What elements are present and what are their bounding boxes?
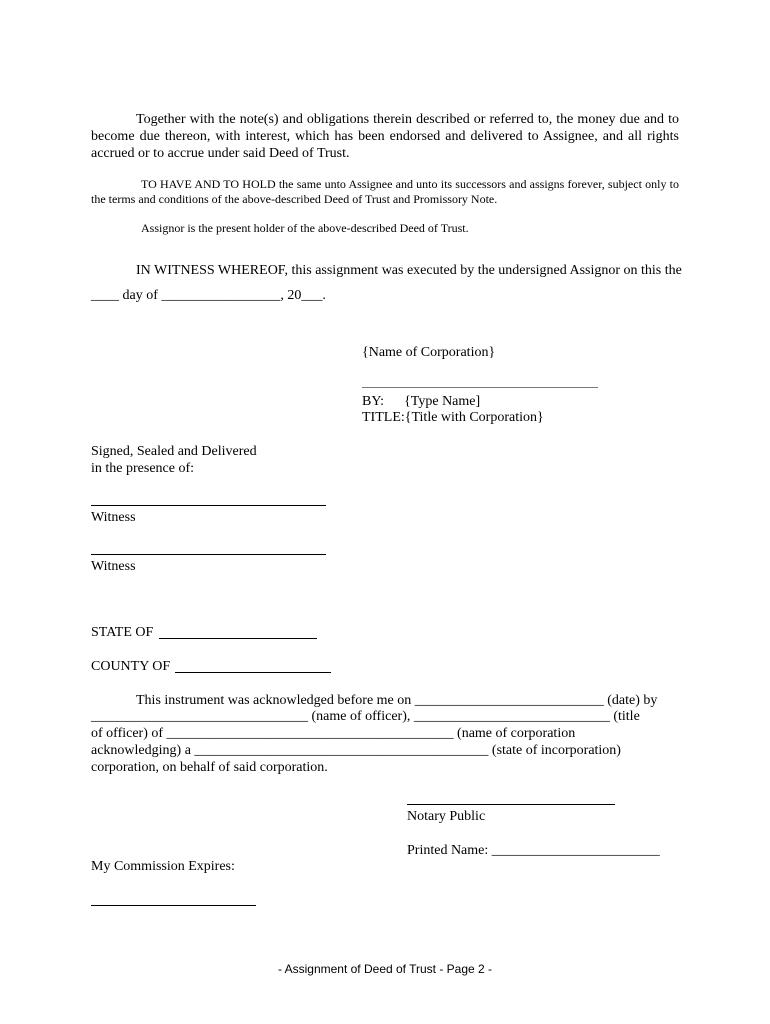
witness-1-label: Witness: [91, 510, 136, 525]
paragraph-to-have-and-to-hold: TO HAVE AND TO HOLD the same unto Assignee and unto its successors and assigns forever, subject only to the terms and conditions of the above-described Deed of Trust and Promissory Note.: [91, 177, 679, 206]
acknowledgment-line-5: corporation, on behalf of said corporation.: [91, 760, 328, 775]
county-of-label: COUNTY OF: [91, 659, 171, 674]
acknowledgment-line-3: of officer) of _________________________________________ (name of corporation: [91, 726, 576, 741]
witness-whereof-line-1: IN WITNESS WHEREOF, this assignment was executed by the undersigned Assignor on this the: [136, 263, 682, 278]
corporation-name: {Name of Corporation}: [362, 345, 496, 360]
title-label: TITLE:: [362, 410, 405, 425]
acknowledgment-line-1: This instrument was acknowledged before me on ___________________________ (date) by: [136, 693, 658, 708]
state-of-blank: [159, 638, 317, 639]
commission-expires-blank: [91, 905, 256, 906]
page-footer: - Assignment of Deed of Trust - Page 2 -: [277, 962, 493, 976]
acknowledgment-line-4: acknowledging) a __________________________________________ (state of incorporation): [91, 743, 621, 758]
acknowledgment-line-2: _______________________________ (name of officer), ____________________________ (title: [91, 709, 640, 724]
paragraph-together-with-notes: Together with the note(s) and obligations therein described or referred to, the money due and to become due thereon, with interest, which has been endorsed and delivered to Assignee, and all rights accrued or to accrue under said Deed of Trust.: [91, 112, 679, 161]
title-value: {Title with Corporation}: [404, 410, 544, 425]
witness-1-signature-line: [91, 505, 326, 506]
county-of-blank: [175, 672, 331, 673]
paragraph-assignor-holder: Assignor is the present holder of the above-described Deed of Trust.: [141, 221, 469, 235]
witness-whereof-line-2: ____ day of _________________, 20___.: [91, 288, 326, 303]
corporation-signature-line: [362, 387, 598, 388]
in-the-presence-of: in the presence of:: [91, 461, 195, 476]
state-of-label: STATE OF: [91, 625, 154, 640]
by-label: BY:: [362, 394, 385, 409]
notary-public-label: Notary Public: [407, 809, 486, 824]
title-row: [362, 409, 544, 426]
printed-name-line: Printed Name: ________________________: [407, 843, 660, 858]
witness-2-signature-line: [91, 554, 326, 555]
by-row: [362, 393, 480, 410]
by-value: {Type Name]: [404, 394, 481, 409]
commission-expires-label: My Commission Expires:: [91, 859, 235, 874]
signed-sealed-delivered: Signed, Sealed and Delivered: [91, 444, 257, 459]
witness-2-label: Witness: [91, 559, 136, 574]
notary-signature-line: [407, 804, 615, 805]
